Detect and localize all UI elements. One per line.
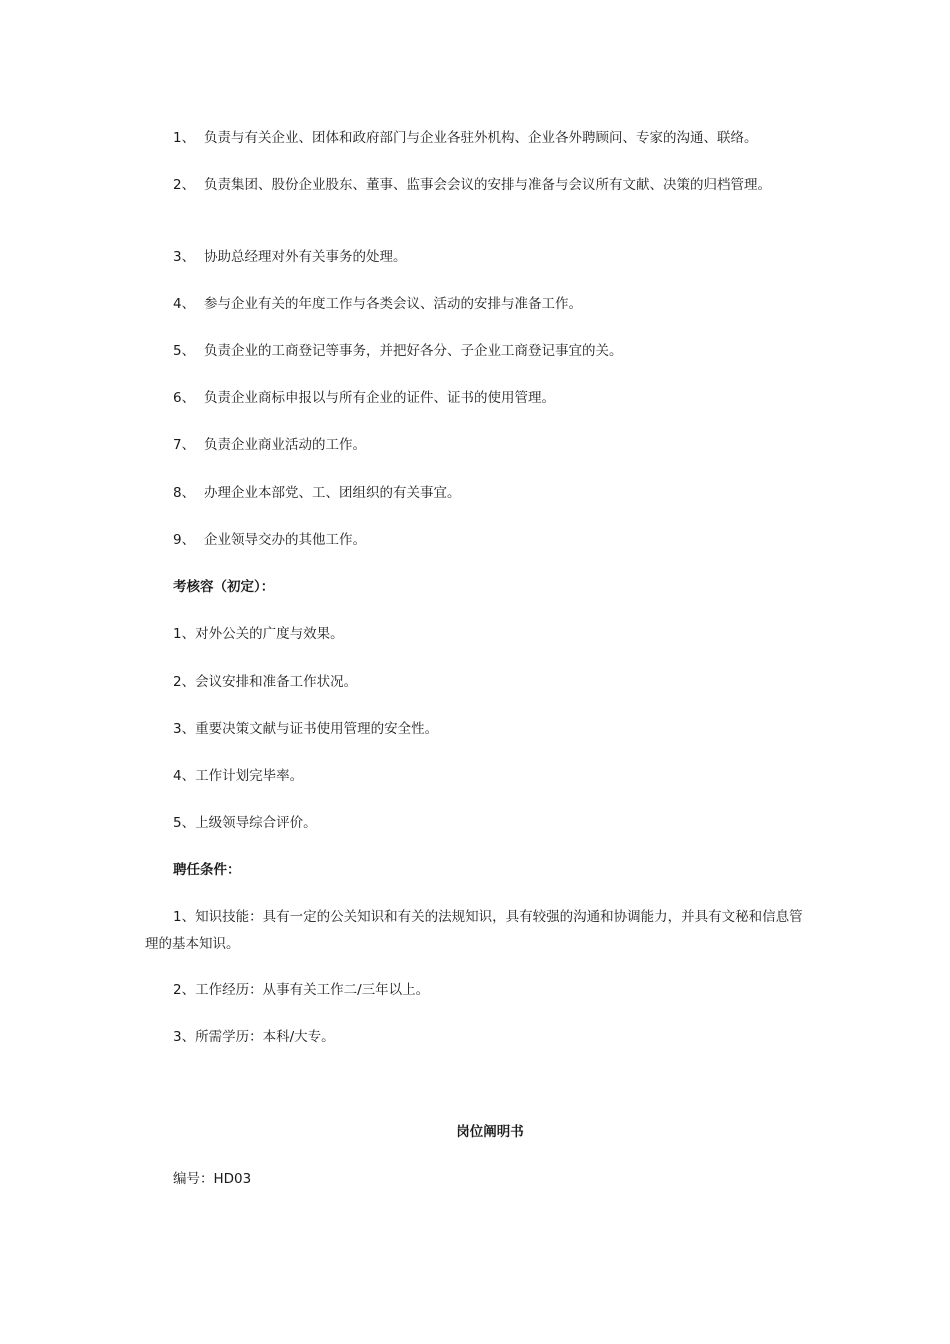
duty-item-1 [173, 128, 758, 148]
duty-number: 1、 [173, 130, 196, 146]
section-title: 岗位阐明书 [456, 1124, 524, 1140]
duty-text: 负责企业的工商登记等事务，并把好各分、子企业工商登记事宜的关。 [204, 343, 623, 359]
duty-text: 负责与有关企业、团体和政府部门与企业各驻外机构、企业各外聘顾问、专家的沟通、联络。 [204, 130, 758, 146]
assessment-item-3: 3、重要决策文献与证书使用管理的安全性。 [173, 721, 439, 737]
duty-text: 负责集团、股份企业股东、董事、监事会会议的安排与准备与会议所有文献、决策的归档管理。 [204, 177, 771, 193]
duty-item-8 [173, 483, 461, 503]
document-code: 编号：HD03 [173, 1171, 252, 1187]
duty-number: 2、 [173, 177, 196, 193]
duty-item-9 [173, 530, 366, 550]
assessment-item-1: 1、对外公关的广度与效果。 [173, 626, 344, 642]
duty-text: 协助总经理对外有关事务的处理。 [204, 249, 407, 265]
duty-number: 6、 [173, 390, 196, 406]
duty-number: 9、 [173, 532, 196, 548]
duty-item-4 [173, 294, 582, 314]
duty-number: 4、 [173, 296, 196, 312]
requirement-item-2: 2、工作经历：从事有关工作二/三年以上。 [173, 982, 430, 998]
assessment-item-5: 5、上级领导综合评价。 [173, 815, 317, 831]
duty-text: 负责企业商业活动的工作。 [204, 437, 366, 453]
duty-item-5 [173, 341, 623, 361]
duty-text: 办理企业本部党、工、团组织的有关事宜。 [204, 485, 461, 501]
requirement-item-3: 3、所需学历：本科/大专。 [173, 1029, 335, 1045]
assessment-heading: 考核容（初定）： [173, 579, 275, 595]
duty-item-3 [173, 247, 407, 267]
duty-number: 5、 [173, 343, 196, 359]
assessment-item-2: 2、会议安排和准备工作状况。 [173, 674, 358, 690]
duty-item-6 [173, 388, 555, 408]
requirement-item-1: 1、知识技能：具有一定的公关知识和有关的法规知识，具有较强的沟通和协调能力，并具有文秘和信息管理的基本知识。 [145, 909, 803, 952]
duty-number: 7、 [173, 437, 196, 453]
assessment-item-4: 4、工作计划完毕率。 [173, 768, 304, 784]
duty-text: 负责企业商标申报以与所有企业的证件、证书的使用管理。 [204, 390, 555, 406]
requirements-heading: 聘任条件： [173, 862, 241, 878]
duty-item-7 [173, 435, 366, 455]
duty-text: 企业领导交办的其他工作。 [204, 532, 366, 548]
duty-number: 3、 [173, 249, 196, 265]
duty-number: 8、 [173, 485, 196, 501]
duty-text: 参与企业有关的年度工作与各类会议、活动的安排与准备工作。 [204, 296, 582, 312]
duty-item-2 [173, 175, 771, 195]
